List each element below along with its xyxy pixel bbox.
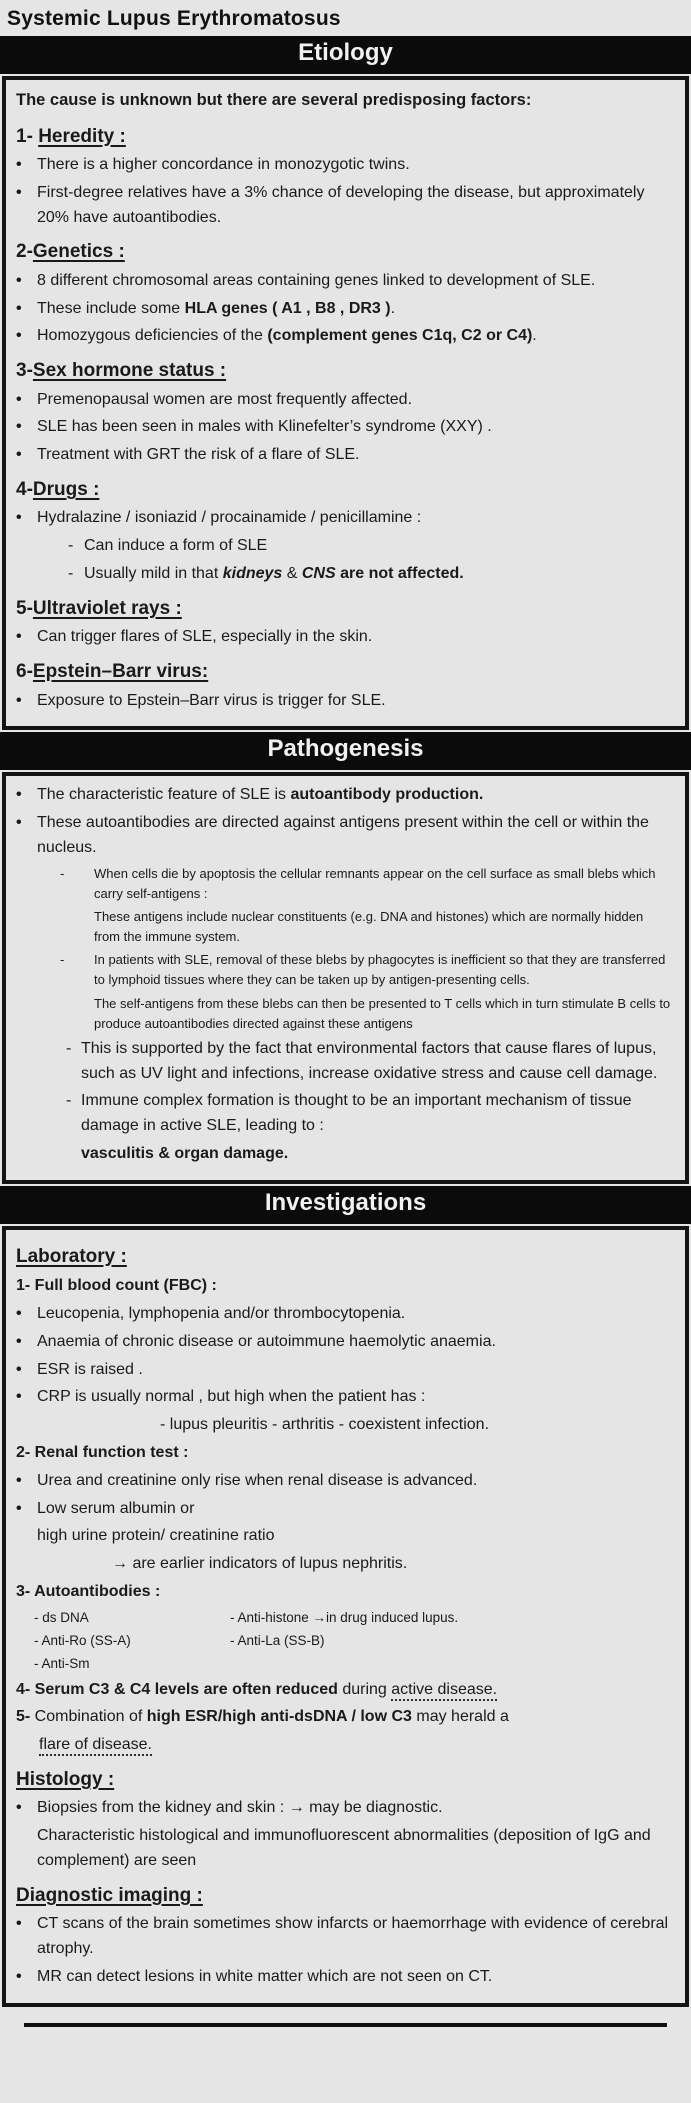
bullet-item bbox=[16, 1912, 671, 1962]
bullet-item bbox=[16, 1330, 671, 1355]
bullet-marker: • bbox=[16, 628, 22, 646]
bullet-item bbox=[16, 297, 671, 322]
text-segment: First-degree relatives have a 3% chance of developing the disease, but approximately 20% have autoantibodies. bbox=[37, 183, 645, 226]
bullet-item bbox=[16, 443, 671, 468]
text-segment: The cause is unknown but there are several predisposing factors: bbox=[16, 91, 532, 109]
bullet-item bbox=[16, 783, 671, 808]
line-text bbox=[160, 1416, 489, 1433]
bullet-marker: • bbox=[16, 299, 22, 317]
text-segment: Exposure to Epstein–Barr virus is trigger for SLE. bbox=[37, 691, 386, 709]
sub-item bbox=[68, 534, 671, 559]
line-text bbox=[37, 1827, 651, 1869]
text-segment: 4- bbox=[16, 1680, 35, 1698]
bullet-marker: - bbox=[68, 565, 74, 583]
bullet-marker: • bbox=[16, 814, 22, 832]
text-segment: may be diagnostic. bbox=[304, 1799, 443, 1817]
subheading bbox=[16, 122, 671, 151]
line-text bbox=[37, 324, 671, 349]
intro-line bbox=[16, 88, 671, 114]
bullet-marker: • bbox=[16, 1360, 22, 1378]
line-text bbox=[84, 562, 671, 587]
bullet-item bbox=[16, 153, 671, 178]
text-segment: during bbox=[337, 1680, 392, 1698]
line-text bbox=[94, 996, 670, 1031]
line-text bbox=[94, 909, 643, 944]
text-segment: Immune complex formation is thought to be an important mechanism of tissue damage in active SLE, leading to : bbox=[81, 1092, 632, 1135]
text-segment: → bbox=[112, 1555, 128, 1573]
text-segment: The characteristic feature of SLE is bbox=[37, 786, 291, 804]
line-text bbox=[37, 1527, 274, 1544]
text-segment: 5- bbox=[16, 1708, 35, 1726]
text-segment: . bbox=[532, 327, 537, 345]
sub-item bbox=[66, 1089, 671, 1139]
bullet-item bbox=[16, 625, 671, 650]
line-text bbox=[37, 1912, 671, 1962]
text-segment: These antigens include nuclear constituents (e.g. DNA and histones) which are normally hidden from the immune system. bbox=[94, 909, 644, 945]
text-segment: Histology : bbox=[16, 1768, 115, 1790]
bullet-marker: • bbox=[16, 1499, 22, 1517]
line-text bbox=[37, 153, 671, 178]
sub-item bbox=[60, 950, 671, 990]
bullet-item bbox=[16, 1358, 671, 1383]
line-text bbox=[37, 1330, 671, 1355]
line-text bbox=[37, 297, 671, 322]
text-segment: Anaemia of chronic disease or autoimmune haemolytic anaemia. bbox=[37, 1332, 496, 1350]
bullet-item bbox=[16, 415, 671, 440]
bullet-marker: • bbox=[16, 183, 22, 201]
line-text bbox=[37, 783, 671, 808]
bullet-item bbox=[16, 181, 671, 231]
line-text bbox=[94, 864, 671, 904]
line-text bbox=[16, 360, 226, 381]
bullet-item bbox=[16, 1385, 671, 1410]
line-text bbox=[37, 1385, 671, 1410]
line-text bbox=[37, 269, 671, 294]
text-line bbox=[81, 1142, 671, 1167]
text-segment: ESR is raised . bbox=[37, 1360, 143, 1378]
line-text bbox=[37, 1497, 671, 1522]
line-text bbox=[37, 506, 671, 531]
sub-item bbox=[66, 1037, 671, 1087]
text-line bbox=[37, 1524, 671, 1549]
subheading bbox=[16, 1881, 671, 1910]
text-line bbox=[37, 1824, 671, 1874]
line-text bbox=[37, 625, 671, 650]
subheading bbox=[16, 1765, 671, 1794]
section-body-etiology bbox=[2, 76, 689, 730]
bullet-marker: - bbox=[66, 1039, 72, 1057]
bullet-marker: • bbox=[16, 1915, 22, 1933]
bullet-marker: • bbox=[16, 156, 22, 173]
text-segment: are earlier indicators of lupus nephritis. bbox=[128, 1555, 408, 1573]
subheading bbox=[16, 237, 671, 266]
text-segment: Usually mild in that bbox=[84, 565, 223, 583]
line-text bbox=[37, 388, 671, 413]
text-segment: - Anti-histone →in drug induced lupus. bbox=[230, 1609, 459, 1625]
section-investigations bbox=[0, 1186, 691, 2007]
line-text bbox=[112, 1555, 407, 1572]
text-segment: Can induce a form of SLE bbox=[84, 537, 268, 555]
bullet-marker: • bbox=[16, 509, 22, 527]
section-header-pathogenesis: Pathogenesis bbox=[0, 732, 691, 770]
bullet-item bbox=[16, 324, 671, 349]
line-text bbox=[16, 598, 182, 619]
line-text bbox=[81, 1037, 671, 1087]
text-segment: Leucopenia, lymphopenia and/or thrombocytopenia. bbox=[37, 1305, 406, 1323]
text-segment: 2- bbox=[16, 241, 33, 263]
text-segment: Treatment with GRT the risk of a flare of SLE. bbox=[37, 446, 360, 464]
text-line bbox=[112, 1552, 671, 1577]
bullet-marker: • bbox=[16, 418, 22, 436]
bottom-divider bbox=[24, 2023, 667, 2027]
line-text bbox=[16, 1444, 188, 1461]
bullet-item bbox=[16, 1497, 671, 1522]
line-text bbox=[16, 91, 531, 109]
bullet-marker: • bbox=[16, 271, 22, 289]
bullet-marker: • bbox=[16, 446, 22, 464]
two-col-item bbox=[34, 1631, 671, 1651]
text-segment: Laboratory : bbox=[16, 1245, 127, 1267]
line-text bbox=[34, 1633, 325, 1648]
subheading bbox=[16, 594, 671, 623]
text-segment: Can trigger flares of SLE, especially in the skin. bbox=[37, 628, 373, 646]
line-text bbox=[16, 1885, 203, 1906]
text-line bbox=[94, 907, 671, 947]
subheading bbox=[16, 356, 671, 385]
text-segment: Characteristic histological and immunofluorescent abnormalities (deposition of IgG and complement) are seen bbox=[37, 1827, 651, 1870]
bullet-item bbox=[16, 506, 671, 531]
text-segment: CRP is usually normal , but high when the patient has : bbox=[37, 1388, 426, 1406]
line-text bbox=[94, 950, 671, 990]
section-header-investigations: Investigations bbox=[0, 1186, 691, 1224]
bullet-item bbox=[16, 1796, 671, 1821]
text-segment: Biopsies from the kidney and skin : bbox=[37, 1799, 289, 1817]
text-segment: Combination of bbox=[34, 1708, 147, 1726]
text-segment: Serum C3 & C4 levels are often reduced bbox=[34, 1680, 338, 1698]
bullet-marker: • bbox=[16, 691, 22, 709]
subheading bbox=[16, 657, 671, 686]
line-text bbox=[37, 1358, 671, 1383]
text-segment: Heredity : bbox=[38, 125, 126, 147]
line-text bbox=[37, 1302, 671, 1327]
text-segment: SLE has been seen in males with Klinefelter’s syndrome (XXY) . bbox=[37, 418, 492, 436]
bullet-marker: • bbox=[16, 1332, 22, 1350]
bullet-item bbox=[16, 269, 671, 294]
bullet-marker: • bbox=[16, 390, 22, 408]
text-segment: high urine protein/ creatinine ratio bbox=[37, 1527, 275, 1545]
numbered-item bbox=[16, 1705, 671, 1730]
bullet-marker: • bbox=[16, 327, 22, 345]
text-segment: Epstein–Barr virus: bbox=[32, 661, 209, 683]
subheading bbox=[16, 1242, 671, 1271]
text-segment: active disease. bbox=[391, 1681, 497, 1701]
text-segment: CT scans of the brain sometimes show infarcts or haemorrhage with evidence of cerebral atrophy. bbox=[37, 1915, 669, 1958]
numbered-item bbox=[16, 1678, 671, 1703]
line-text bbox=[37, 689, 671, 714]
line-text bbox=[37, 1796, 671, 1821]
line-text bbox=[37, 811, 671, 861]
line-text bbox=[34, 1656, 230, 1671]
bullet-marker: - bbox=[68, 537, 74, 555]
line-text bbox=[16, 1246, 127, 1267]
bullet-marker: • bbox=[16, 1388, 22, 1406]
text-segment: 3- bbox=[16, 360, 33, 382]
text-segment: Urea and creatinine only rise when renal disease is advanced. bbox=[37, 1471, 478, 1489]
subheading bbox=[16, 475, 671, 504]
line-text bbox=[16, 241, 125, 262]
line-text bbox=[16, 479, 99, 500]
text-segment: CNS bbox=[301, 565, 336, 583]
bullet-item bbox=[16, 1965, 671, 1990]
text-segment: are not affected. bbox=[340, 565, 464, 583]
text-segment: - ds DNA bbox=[34, 1609, 89, 1625]
text-segment: Homozygous deficiencies of the bbox=[37, 327, 268, 345]
bullet-item bbox=[16, 689, 671, 714]
text-segment: (complement genes C1q, C2 or C4) bbox=[267, 327, 533, 345]
line-text bbox=[34, 1610, 458, 1625]
text-segment: 8 different chromosomal areas containing genes linked to development of SLE. bbox=[37, 271, 596, 289]
bullet-marker: • bbox=[16, 1305, 22, 1323]
text-segment: - Anti-Sm bbox=[34, 1656, 90, 1672]
bullet-item bbox=[16, 1302, 671, 1327]
text-segment: Drugs : bbox=[32, 479, 100, 501]
section-etiology bbox=[0, 36, 691, 730]
text-line bbox=[94, 994, 671, 1034]
two-col-item bbox=[34, 1608, 671, 1628]
line-text bbox=[37, 1965, 671, 1990]
text-segment: 6- bbox=[16, 661, 33, 683]
text-segment: 1- bbox=[16, 125, 39, 147]
line-text bbox=[16, 1708, 509, 1725]
line-text bbox=[81, 1089, 671, 1139]
text-segment: Genetics : bbox=[32, 241, 125, 263]
text-segment: → bbox=[288, 1799, 305, 1817]
text-segment: This is supported by the fact that environmental factors that cause flares of lupus, such as UV light and infections, increase oxidative stress and cause cell damage. bbox=[81, 1039, 658, 1082]
text-segment: HLA genes ( A1 , B8 , DR3 ) bbox=[184, 299, 391, 317]
text-segment: . bbox=[390, 299, 396, 317]
bullet-marker: - bbox=[60, 865, 65, 881]
text-line bbox=[39, 1733, 671, 1758]
numbered-item bbox=[16, 1274, 671, 1299]
line-text bbox=[16, 1583, 160, 1600]
text-segment: 4- bbox=[16, 479, 33, 501]
section-pathogenesis bbox=[0, 732, 691, 1184]
numbered-item bbox=[16, 1441, 671, 1466]
bullet-marker: • bbox=[16, 1471, 22, 1489]
line-text bbox=[81, 1145, 288, 1162]
text-segment: Premenopausal women are most frequently affected. bbox=[37, 390, 413, 408]
text-segment: In patients with SLE, removal of these blebs by phagocytes is inefficient so that they are transferred to lymphoid tissues where they can be taken up by antigen-presenting cells. bbox=[94, 952, 666, 988]
line-text bbox=[16, 126, 126, 147]
text-segment: & bbox=[282, 565, 302, 583]
sub-item bbox=[68, 562, 671, 587]
text-segment: 3- Autoantibodies : bbox=[16, 1583, 161, 1601]
two-col-item bbox=[34, 1654, 671, 1674]
line-text bbox=[16, 1681, 497, 1701]
line-text bbox=[16, 1277, 217, 1294]
text-segment: 2- Renal function test : bbox=[16, 1444, 189, 1462]
text-segment: high ESR/high anti-dsDNA / low C3 bbox=[146, 1708, 412, 1726]
page-title: Systemic Lupus Erythromatosus bbox=[7, 7, 341, 30]
text-segment: vasculitis & organ damage. bbox=[81, 1145, 289, 1163]
text-segment: 5- bbox=[16, 597, 33, 619]
text-segment: The self-antigens from these blebs can then be presented to T cells which in turn stimulate B cells to produce autoantibodies directed against these antigens bbox=[94, 995, 671, 1031]
line-text bbox=[16, 1769, 114, 1790]
text-segment: - Anti-La (SS-B) bbox=[230, 1633, 325, 1649]
line-text bbox=[16, 661, 208, 682]
text-segment: may herald a bbox=[411, 1708, 509, 1726]
line-text bbox=[37, 1469, 671, 1494]
line-text bbox=[84, 534, 671, 559]
line-text bbox=[37, 181, 671, 231]
bullet-item bbox=[16, 1469, 671, 1494]
line-text bbox=[37, 415, 671, 440]
text-segment: kidneys bbox=[222, 565, 283, 583]
section-body-pathogenesis bbox=[2, 772, 689, 1184]
text-segment: These include some bbox=[37, 299, 185, 317]
bullet-marker: - bbox=[66, 1092, 72, 1110]
text-segment: When cells die by apoptosis the cellular remnants appear on the cell surface as small blebs which carry self-antigens : bbox=[94, 865, 656, 901]
text-segment: flare of disease. bbox=[39, 1736, 152, 1756]
bullet-marker: • bbox=[16, 1799, 22, 1817]
text-segment: Hydralazine / isoniazid / procainamide / penicillamine : bbox=[37, 509, 422, 527]
bullet-marker: • bbox=[16, 786, 22, 804]
text-segment: - lupus pleuritis - arthritis - coexistent infection. bbox=[160, 1416, 490, 1434]
text-segment: These autoantibodies are directed against antigens present within the cell or within the nucleus. bbox=[37, 814, 649, 856]
section-body-investigations bbox=[2, 1226, 689, 2007]
text-line bbox=[160, 1413, 671, 1438]
text-segment: Sex hormone status : bbox=[32, 360, 227, 382]
text-segment: autoantibody production. bbox=[290, 786, 484, 804]
text-segment: Diagnostic imaging : bbox=[16, 1884, 203, 1906]
section-header-etiology: Etiology bbox=[0, 36, 691, 74]
text-segment: MR can detect lesions in white matter which are not seen on CT. bbox=[37, 1967, 493, 1985]
bullet-marker: - bbox=[60, 952, 65, 968]
text-segment: - Anti-Ro (SS-A) bbox=[34, 1633, 131, 1649]
sub-item bbox=[60, 864, 671, 904]
line-text bbox=[39, 1736, 152, 1756]
text-segment: 1- Full blood count (FBC) : bbox=[16, 1277, 217, 1295]
line-text bbox=[37, 443, 671, 468]
text-segment: Ultraviolet rays : bbox=[32, 597, 182, 619]
text-segment: Low serum albumin or bbox=[37, 1499, 195, 1517]
text-segment: There is a higher concordance in monozygotic twins. bbox=[37, 156, 410, 173]
bullet-item bbox=[16, 811, 671, 861]
bullet-item bbox=[16, 388, 671, 413]
numbered-item bbox=[16, 1580, 671, 1605]
bullet-marker: • bbox=[16, 1967, 22, 1985]
